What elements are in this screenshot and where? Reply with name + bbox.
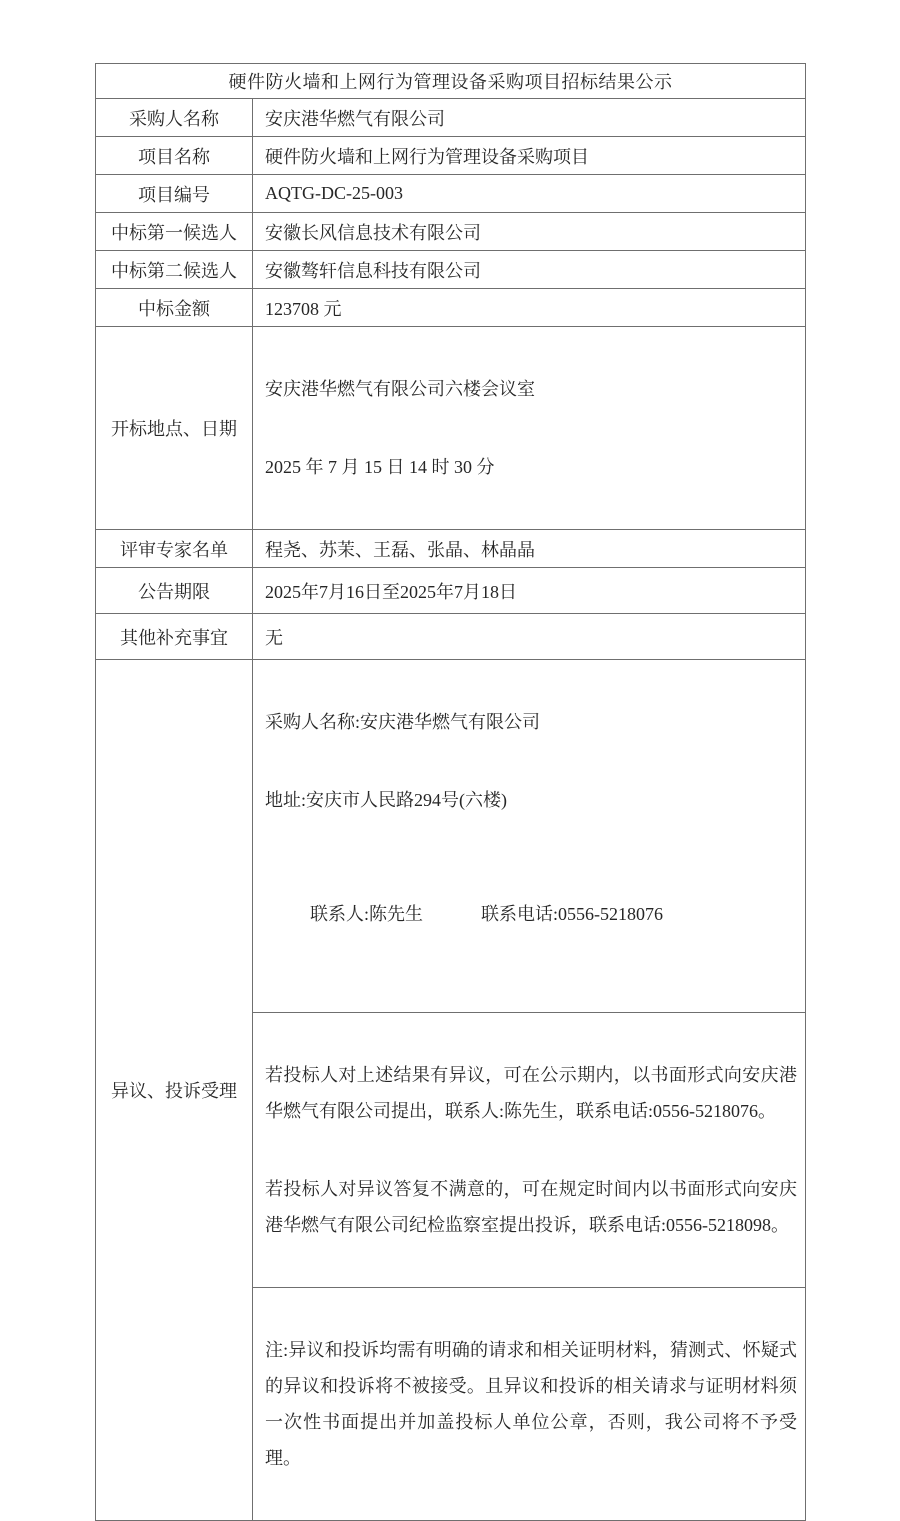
- second-candidate-label: 中标第二候选人: [96, 251, 253, 289]
- other-notes-label: 其他补充事宜: [96, 614, 253, 660]
- objection-note-cell: [253, 1288, 806, 1521]
- bid-amount-label: 中标金额: [96, 289, 253, 327]
- other-notes-value: 无: [253, 614, 806, 660]
- objection-procedure-paragraph: 若投标人对上述结果有异议，可在公示期内，以书面形式向安庆港华燃气有限公司提出，联系人:陈先生，联系电话:0556-5218076。: [265, 1065, 797, 1121]
- table-row: [96, 660, 806, 1013]
- table-row: [96, 137, 806, 175]
- table-title: 硬件防火墙和上网行为管理设备采购项目招标结果公示: [96, 64, 806, 99]
- announcement-period-label: 公告期限: [96, 568, 253, 614]
- second-candidate-value: 安徽骜轩信息科技有限公司: [253, 251, 806, 289]
- objection-contact-company: 采购人名称:安庆港华燃气有限公司: [265, 712, 540, 732]
- table-row: [96, 213, 806, 251]
- objection-note-paragraph: 注:异议和投诉均需有明确的请求和相关证明材料，猜测式、怀疑式的异议和投诉将不被接受。且异议和投诉的相关请求与证明材料须一次性书面提出并加盖投标人单位公章，否则，我公司将不予受理。: [265, 1340, 797, 1468]
- objection-contact-address: 地址:安庆市人民路294号(六楼): [265, 790, 507, 810]
- bid-opening-place: 安庆港华燃气有限公司六楼会议室: [265, 379, 535, 399]
- table-row: [96, 614, 806, 660]
- first-candidate-value: 安徽长风信息技术有限公司: [253, 213, 806, 251]
- bid-opening-datetime: 2025 年 7 月 15 日 14 时 30 分: [265, 457, 495, 477]
- objection-contact-line: [265, 860, 797, 968]
- objection-complaint-paragraph: 若投标人对异议答复不满意的，可在规定时间内以书面形式向安庆港华燃气有限公司纪检监察室提出投诉，联系电话:0556-5218098。: [265, 1179, 797, 1235]
- table-row: [96, 251, 806, 289]
- project-number-value: AQTG-DC-25-003: [253, 175, 806, 213]
- purchaser-name-value: 安庆港华燃气有限公司: [253, 99, 806, 137]
- project-number-label: 项目编号: [96, 175, 253, 213]
- objection-procedure-cell: [253, 1013, 806, 1288]
- experts-value: 程尧、苏茉、王磊、张晶、林晶晶: [253, 530, 806, 568]
- project-name-label: 项目名称: [96, 137, 253, 175]
- bid-result-table: [95, 63, 806, 1521]
- objection-contact-phone: 联系电话:0556-5218076: [481, 904, 664, 924]
- table-row: [96, 568, 806, 614]
- bid-amount-value: 123708 元: [253, 289, 806, 327]
- announcement-period-value: 2025年7月16日至2025年7月18日: [253, 568, 806, 614]
- table-row: [96, 530, 806, 568]
- objection-contact-cell: [253, 660, 806, 1013]
- objection-contact-person: 联系人:陈先生: [310, 904, 424, 924]
- table-row: [96, 327, 806, 530]
- table-row: [96, 175, 806, 213]
- project-name-value: 硬件防火墙和上网行为管理设备采购项目: [253, 137, 806, 175]
- experts-label: 评审专家名单: [96, 530, 253, 568]
- bid-opening-label: 开标地点、日期: [96, 327, 253, 530]
- purchaser-name-label: 采购人名称: [96, 99, 253, 137]
- bid-opening-value: [253, 327, 806, 530]
- objection-label: 异议、投诉受理: [96, 660, 253, 1521]
- table-row: [96, 99, 806, 137]
- table-row: [96, 289, 806, 327]
- first-candidate-label: 中标第一候选人: [96, 213, 253, 251]
